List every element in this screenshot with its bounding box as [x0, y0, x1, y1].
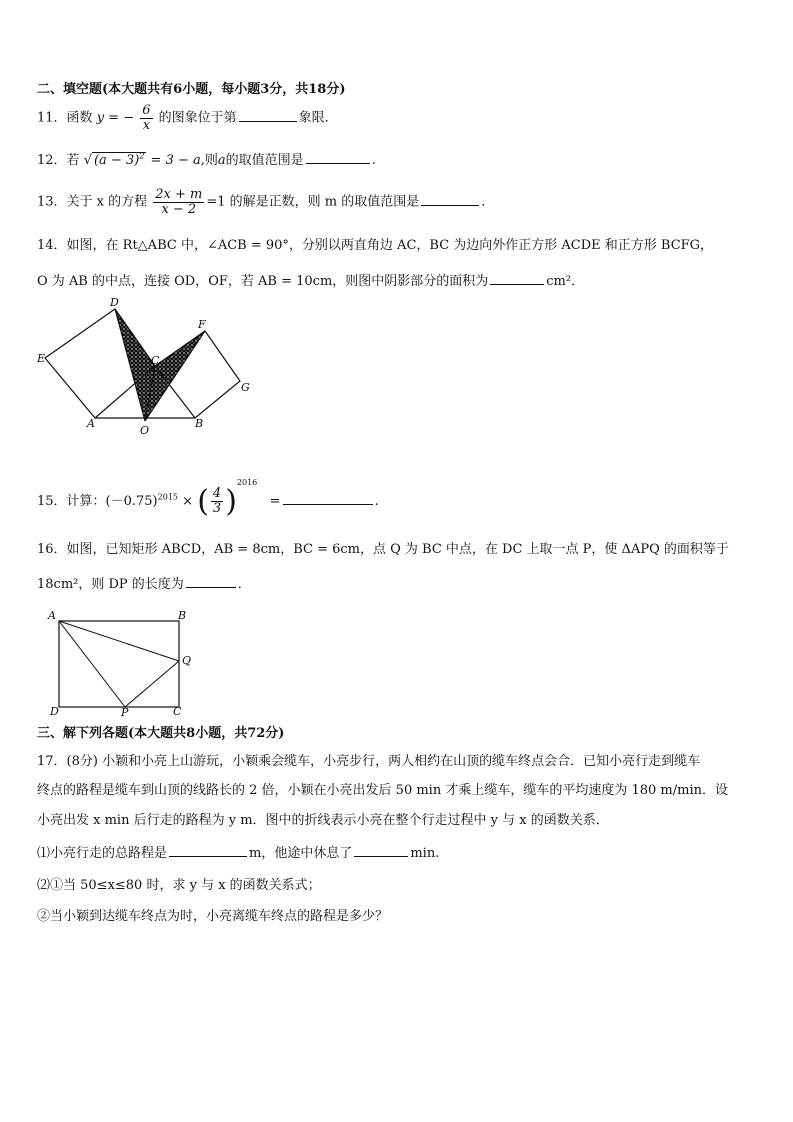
- label-b: B: [195, 417, 204, 430]
- label-d: D: [50, 705, 59, 718]
- question-17-line3: 小亮出发 x min 后行走的路程为 y m．图中的折线表示小亮在整个行走过程中 y 与 x 的函数关系．: [37, 813, 609, 828]
- label-p: P: [121, 706, 129, 718]
- figure-q16: [45, 606, 205, 718]
- label-a: A: [48, 609, 56, 622]
- segment-pq: [125, 661, 179, 707]
- q13-answer-blank[interactable]: [421, 204, 479, 206]
- label-e: E: [37, 352, 46, 365]
- question-17-line1: 17．(8分) 小颖和小亮上山游玩，小颖乘会缆车，小亮步行，两人相约在山顶的缆车终点会合．已知小亮行走到缆车: [37, 754, 701, 769]
- question-12: [37, 149, 376, 168]
- section-heading-solve: 三、解下列各题(本大题共8小题，共72分): [37, 726, 285, 741]
- sqrt-icon: √: [83, 153, 92, 168]
- q12-tail: 的取值范围是: [225, 153, 304, 168]
- figure-q14: [35, 296, 260, 441]
- q14-unit: cm²．: [546, 274, 585, 289]
- q12-answer-blank[interactable]: [306, 162, 370, 164]
- segment-ap: [59, 621, 125, 707]
- label-c: C: [151, 354, 160, 367]
- question-13: [37, 188, 494, 216]
- question-15: 15．计算：$(-0.75)^{2015}$ × ( $\frac{4}{3}$ )$^{2016}$ = .: [37, 478, 379, 519]
- q11-fraction: [140, 104, 152, 132]
- question-17-part2: ⑵①当 50≤x≤80 时，求 y 与 x 的函数关系式；: [37, 878, 321, 893]
- q12-var: a: [217, 153, 226, 168]
- segment-aq: [59, 621, 179, 661]
- q13-text: =1 的解是正数，则 m 的取值范围是: [206, 194, 420, 210]
- q12-radicand: $(a - 3)^2$: [93, 151, 145, 168]
- question-11: [37, 104, 338, 132]
- label-g: G: [241, 381, 250, 394]
- q12-number: 12．若: [37, 153, 80, 168]
- q13-fraction: [153, 188, 204, 216]
- q17-rest-blank[interactable]: [354, 855, 408, 857]
- q13-frac-den: x − 2: [161, 201, 197, 217]
- q15-fraction: $\frac{4}{3}$: [212, 486, 222, 516]
- label-o: O: [140, 424, 150, 437]
- q15-answer-blank[interactable]: [283, 503, 373, 505]
- label-b: B: [178, 609, 187, 622]
- q15-expr: 15．计算：(－0.75): [37, 494, 158, 509]
- q12-end: .: [371, 153, 376, 168]
- q12-text: ,则: [200, 153, 218, 168]
- rectangle-abcd: [59, 621, 179, 707]
- q11-function: y = −: [96, 110, 135, 126]
- section-heading-fill-in: 二、填空题(本大题共有6小题，每小题3分，共18分): [37, 82, 346, 97]
- question-16-line2: 18cm²，则 DP 的长度为 ．: [37, 577, 251, 592]
- q11-text: 的图象位于第: [158, 110, 237, 126]
- question-17-line2: 终点的路程是缆车到山顶的线路长的 2 倍，小颖在小亮出发后 50 min 才乘上缆车，缆车的平均速度为 180 m/min．设: [37, 783, 728, 798]
- label-c: C: [173, 705, 182, 718]
- q14-answer-blank[interactable]: [490, 283, 544, 285]
- q12-equation: = 3 − a: [150, 153, 201, 168]
- q11-number: 11．函数: [37, 110, 93, 126]
- label-q: Q: [182, 654, 192, 667]
- q16-answer-blank[interactable]: [186, 586, 236, 588]
- q13-end: ．: [481, 194, 495, 210]
- q13-frac-num: 2x + m: [155, 187, 203, 202]
- q15-exponent-1: 2015: [157, 492, 178, 502]
- q15-exponent-2: 2016: [236, 478, 258, 487]
- label-f: F: [198, 318, 206, 331]
- q17-distance-blank[interactable]: [169, 855, 247, 857]
- question-17-part1: ⑴小亮行走的总路程是 m，他途中休息了 min.: [37, 846, 440, 861]
- label-a: A: [87, 417, 95, 430]
- q15-times: ×: [182, 494, 194, 509]
- question-14-line1: 14．如图，在 Rt△ABC 中，∠ACB = 90°，分别以两直角边 AC，BC 为边向外作正方形 ACDE 和正方形 BCFG，: [37, 238, 714, 253]
- q11-tail: 象限．: [298, 110, 338, 126]
- q15-eq: =: [269, 494, 281, 509]
- q11-frac-num: 6: [142, 103, 151, 118]
- q11-frac-den: x: [142, 117, 151, 133]
- label-d: D: [110, 296, 119, 309]
- q13-number: 13．关于 x 的方程: [37, 194, 148, 210]
- question-17-part3: ②当小颖到达缆车终点为时，小亮离缆车终点的路程是多少？: [37, 909, 389, 924]
- question-16-line1: 16．如图，已知矩形 ABCD，AB = 8cm，BC = 6cm，点 Q 为 BC 中点，在 DC 上取一点 P，使 ΔAPQ 的面积等于: [37, 542, 729, 557]
- question-14-line2: O 为 AB 的中点，连接 OD，OF，若 AB = 10cm，则图中阴影部分的面积为 cm²．: [37, 274, 585, 289]
- q11-answer-blank[interactable]: [239, 120, 297, 122]
